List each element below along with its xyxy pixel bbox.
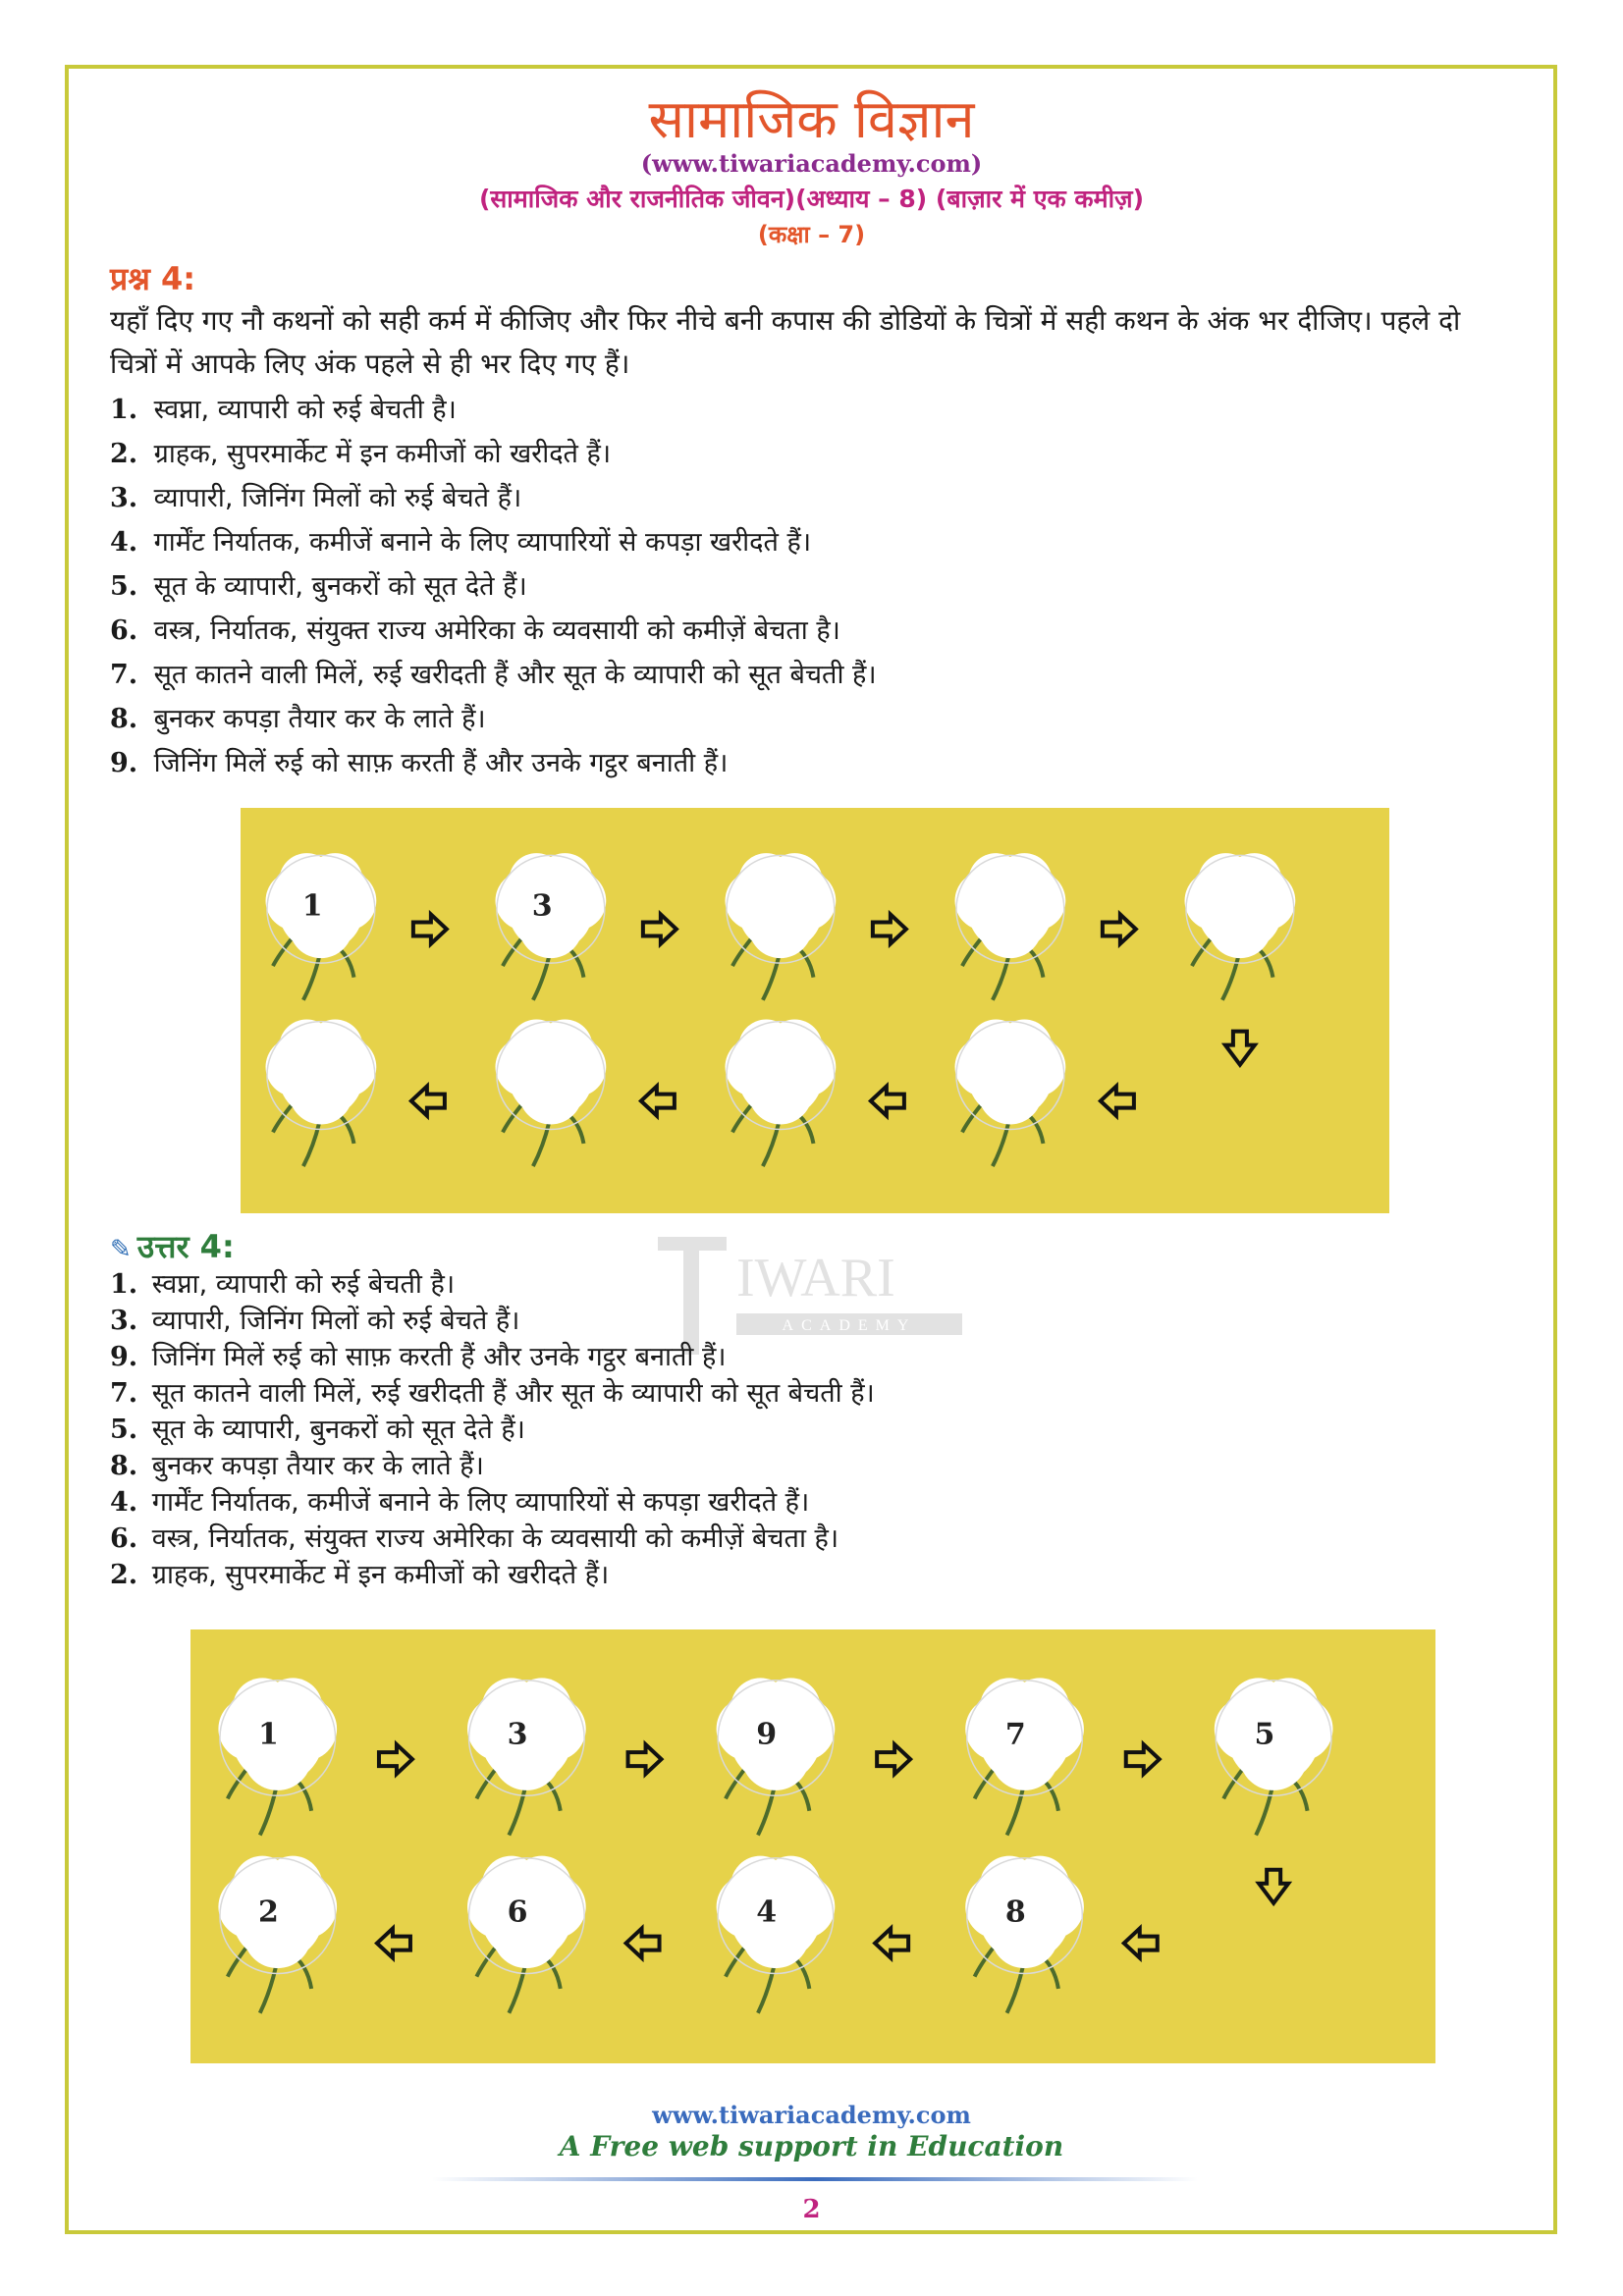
down-arrow-icon xyxy=(1259,1870,1288,1903)
item-text: जिनिंग मिलें रुई को साफ़ करती हैं और उनके गट्ठर बनाती हैं। xyxy=(151,1342,727,1372)
item-number: 6. xyxy=(110,1523,138,1554)
item-number: 2. xyxy=(110,439,138,469)
list-item xyxy=(110,1339,875,1375)
answer-heading-label: उत्तर 4: xyxy=(136,1228,235,1265)
item-number: 3. xyxy=(110,1306,138,1336)
item-text: स्वप्ना, व्यापारी को रुई बेचती है। xyxy=(151,1269,456,1300)
item-number: 7. xyxy=(110,660,138,690)
cotton-boll xyxy=(965,1678,1084,1835)
left-arrow-icon xyxy=(871,1087,904,1116)
item-number: 1. xyxy=(110,1269,138,1300)
cotton-boll xyxy=(496,1019,607,1166)
list-item xyxy=(110,1303,875,1339)
item-text: व्यापारी, जिनिंग मिलों को रुई बेचते हैं। xyxy=(153,483,522,513)
boll-number: 2 xyxy=(258,1895,279,1930)
left-arrow-icon xyxy=(1124,1929,1158,1958)
cotton-boll xyxy=(1185,853,1296,1000)
watermark-text: IWARI xyxy=(736,1248,895,1308)
header-website: (www.tiwariacademy.com) xyxy=(640,149,983,178)
question-list xyxy=(110,388,877,785)
boll-number: 8 xyxy=(1004,1895,1026,1930)
list-item xyxy=(110,564,877,609)
boll-number: 3 xyxy=(507,1717,528,1752)
list-item xyxy=(110,1521,875,1557)
item-number: 6. xyxy=(110,615,138,646)
list-item xyxy=(110,697,877,741)
footer-website[interactable]: www.tiwariacademy.com xyxy=(652,2101,971,2129)
cotton-boll xyxy=(726,853,837,1000)
item-number: 3. xyxy=(110,483,138,513)
item-number: 7. xyxy=(110,1378,138,1409)
item-text: ग्राहक, सुपरमार्केट में इन कमीजों को खरीदते हैं। xyxy=(153,439,612,469)
boll-number: 4 xyxy=(756,1895,778,1930)
left-arrow-icon xyxy=(875,1929,908,1958)
watermark-subtext: ACADEMY xyxy=(782,1317,917,1334)
item-text: सूत कातने वाली मिलें, रुई खरीदती हैं और सूत के व्यापारी को सूत बेचती हैं। xyxy=(153,660,877,690)
cotton-boll xyxy=(717,1856,836,2013)
cotton-boll xyxy=(467,1678,586,1835)
list-item xyxy=(110,388,877,432)
cotton-boll xyxy=(266,1019,377,1166)
right-arrow-icon xyxy=(1103,914,1136,943)
item-number: 8. xyxy=(110,704,138,734)
item-number: 8. xyxy=(110,1451,138,1481)
boll-number: 1 xyxy=(301,888,323,924)
down-arrow-icon xyxy=(1225,1032,1255,1065)
cotton-boll xyxy=(218,1856,337,2013)
question-cotton-diagram xyxy=(241,808,1389,1213)
item-text: वस्त्र, निर्यातक, संयुक्त राज्य अमेरिका के व्यवसायी को कमीज़ें बेचता है। xyxy=(153,615,840,646)
item-text: व्यापारी, जिनिंग मिलों को रुई बेचते हैं। xyxy=(151,1306,520,1336)
boll-number: 6 xyxy=(507,1895,528,1930)
boll-number: 7 xyxy=(1004,1717,1026,1752)
left-arrow-icon xyxy=(411,1087,445,1116)
list-item xyxy=(110,1484,875,1521)
item-number: 5. xyxy=(110,571,138,602)
question-heading: प्रश्न 4: xyxy=(110,260,196,297)
list-item xyxy=(110,1375,875,1412)
list-item xyxy=(110,1266,875,1303)
cotton-boll xyxy=(467,1856,586,2013)
item-text: बुनकर कपड़ा तैयार कर के लाते हैं। xyxy=(153,704,486,734)
right-arrow-icon xyxy=(1126,1744,1160,1774)
item-number: 4. xyxy=(110,527,138,558)
header-class: (कक्षा – 7) xyxy=(757,221,866,248)
cotton-boll xyxy=(955,853,1066,1000)
item-number: 9. xyxy=(110,1342,138,1372)
right-arrow-icon xyxy=(413,914,447,943)
list-item xyxy=(110,653,877,697)
item-text: स्वप्ना, व्यापारी को रुई बेचती है। xyxy=(153,395,457,425)
cotton-boll xyxy=(955,1019,1066,1166)
answer-heading xyxy=(110,1225,235,1267)
left-arrow-icon xyxy=(1101,1087,1134,1116)
cotton-boll xyxy=(965,1856,1084,2013)
footer-divider xyxy=(432,2177,1198,2181)
boll-number: 9 xyxy=(756,1717,778,1752)
item-text: गार्मेंट निर्यातक, कमीजें बनाने के लिए व्यापारियों से कपड़ा खरीदते हैं। xyxy=(153,527,812,558)
right-arrow-icon xyxy=(379,1744,412,1774)
list-item xyxy=(110,1448,875,1484)
list-item xyxy=(110,432,877,476)
cotton-boll xyxy=(266,853,377,1000)
right-arrow-icon xyxy=(873,914,906,943)
item-text: सूत कातने वाली मिलें, रुई खरीदती हैं और सूत के व्यापारी को सूत बेचती हैं। xyxy=(151,1378,875,1409)
list-item xyxy=(110,741,877,785)
item-number: 9. xyxy=(110,748,138,778)
cotton-boll xyxy=(717,1678,836,1835)
list-item xyxy=(110,609,877,653)
left-arrow-icon xyxy=(377,1929,410,1958)
left-arrow-icon xyxy=(641,1087,675,1116)
boll-number: 5 xyxy=(1254,1717,1275,1752)
item-text: जिनिंग मिलें रुई को साफ़ करती हैं और उनके गट्ठर बनाती हैं। xyxy=(153,748,729,778)
item-text: बुनकर कपड़ा तैयार कर के लाते हैं। xyxy=(151,1451,484,1481)
item-text: गार्मेंट निर्यातक, कमीजें बनाने के लिए व्यापारियों से कपड़ा खरीदते हैं। xyxy=(151,1487,810,1518)
list-item xyxy=(110,1557,875,1593)
item-number: 5. xyxy=(110,1415,138,1445)
right-arrow-icon xyxy=(877,1744,910,1774)
answer-list xyxy=(110,1266,875,1593)
question-text: यहाँ दिए गए नौ कथनों को सही कर्म में कीजिए और फिर नीचे बनी कपास की डोडियों के चित्रों में सही कथन के अंक भर दीजिए। पहले दो चित्रों में आपके लिए अंक पहले से ही भर दिए गए हैं। xyxy=(110,304,1461,380)
item-text: सूत के व्यापारी, बुनकरों को सूत देते हैं। xyxy=(151,1415,525,1445)
cotton-boll xyxy=(1215,1678,1333,1835)
boll-number: 3 xyxy=(531,888,553,924)
page-title: सामाजिक विज्ञान xyxy=(648,88,975,150)
answer-cotton-diagram xyxy=(190,1629,1435,2063)
item-text: वस्त्र, निर्यातक, संयुक्त राज्य अमेरिका के व्यवसायी को कमीज़ें बेचता है। xyxy=(151,1523,839,1554)
page-number: 2 xyxy=(802,2195,821,2224)
list-item xyxy=(110,520,877,564)
cotton-boll xyxy=(726,1019,837,1166)
cotton-boll xyxy=(218,1678,337,1835)
item-number: 2. xyxy=(110,1560,138,1590)
item-number: 1. xyxy=(110,395,138,425)
left-arrow-icon xyxy=(626,1929,660,1958)
list-item xyxy=(110,1412,875,1448)
item-text: सूत के व्यापारी, बुनकरों को सूत देते हैं। xyxy=(153,571,527,602)
header-subtitle: (सामाजिक और राजनीतिक जीवन)(अध्याय – 8) (बाज़ार में एक कमीज़) xyxy=(478,185,1145,213)
pen-icon: ✎ xyxy=(110,1235,132,1264)
footer-tagline: A Free web support in Education xyxy=(559,2130,1064,2163)
right-arrow-icon xyxy=(643,914,676,943)
item-text: ग्राहक, सुपरमार्केट में इन कमीजों को खरीदते हैं। xyxy=(151,1560,610,1590)
right-arrow-icon xyxy=(628,1744,662,1774)
item-number: 4. xyxy=(110,1487,138,1518)
boll-number: 1 xyxy=(258,1717,279,1752)
cotton-boll xyxy=(496,853,607,1000)
list-item xyxy=(110,476,877,520)
